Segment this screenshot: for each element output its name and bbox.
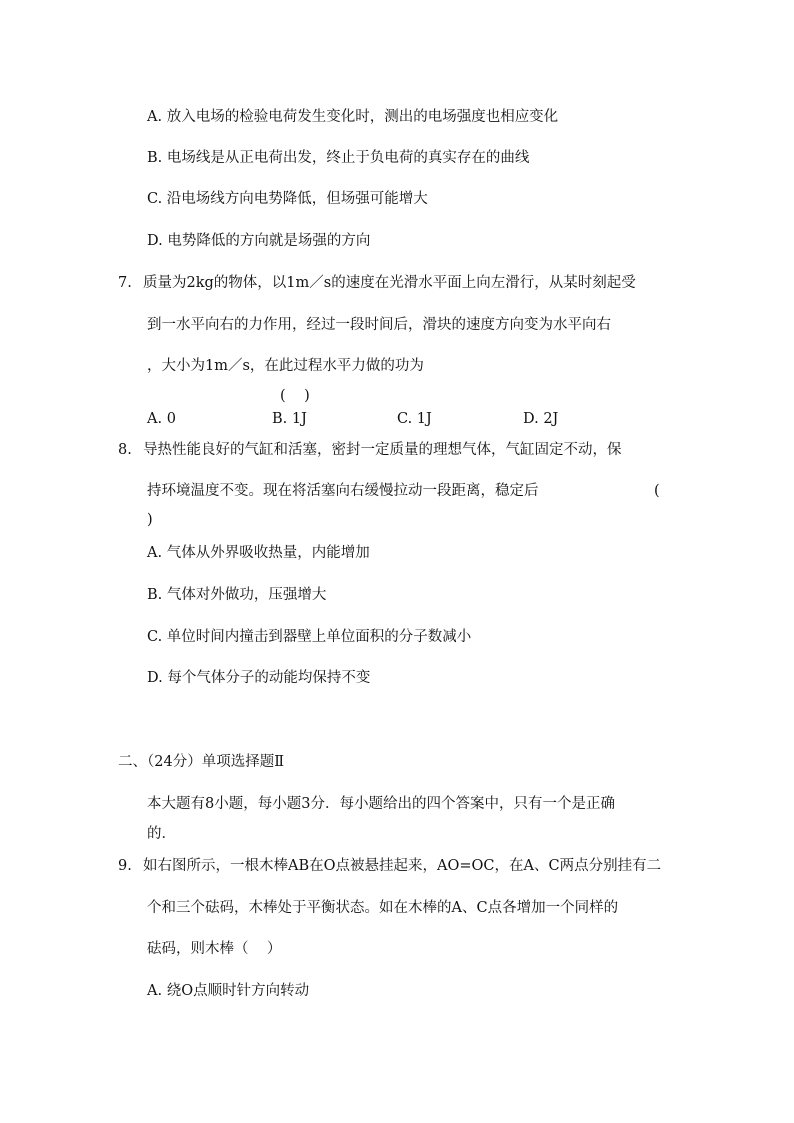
q6-option-d: D. 电势降低的方向就是场强的方向 bbox=[147, 233, 371, 249]
q7-stem-line-2: 到一水平向右的力作用，经过一段时间后，滑块的速度方向变为水平向右 bbox=[147, 317, 611, 333]
q7-option-d: D. 2J bbox=[523, 411, 559, 427]
q8-option-d: D. 每个气体分子的动能均保持不变 bbox=[147, 670, 371, 686]
q7-option-a: A. 0 bbox=[147, 411, 176, 427]
q9-option-a: A. 绕O点顺时针方向转动 bbox=[147, 983, 310, 999]
q7-option-c: C. 1J bbox=[397, 411, 432, 427]
q9-stem-line-1: 如右图所示，一根木棒AB在O点被悬挂起来，AO=OC，在A、C两点分别挂有二 bbox=[143, 858, 662, 874]
q7-number: 7. bbox=[118, 275, 132, 291]
q6-option-c: C. 沿电场线方向电势降低，但场强可能增大 bbox=[147, 191, 428, 207]
section-2-intro-line-1: 本大题有8小题，每小题3分．每小题给出的四个答案中，只有一个是正确 bbox=[147, 796, 615, 812]
q6-option-a: A. 放入电场的检验电荷发生变化时，测出的电场强度也相应变化 bbox=[147, 109, 559, 125]
q8-bracket-close: ) bbox=[147, 512, 153, 528]
section-2-heading: 二、（24分）单项选择题Ⅱ bbox=[118, 754, 285, 770]
section-2-intro-line-2: 的． bbox=[147, 826, 176, 842]
q7-stem-line-3: ，大小为1m／s，在此过程水平力做的功为 bbox=[147, 358, 424, 374]
q8-number: 8. bbox=[118, 442, 132, 458]
q8-bracket-open: ( bbox=[654, 483, 660, 499]
q7-answer-bracket: ( ) bbox=[280, 388, 310, 404]
q9-stem-line-3: 砝码，则木棒（ ） bbox=[147, 941, 282, 957]
q8-stem-line-2: 持环境温度不变。现在将活塞向右缓慢拉动一段距离，稳定后 bbox=[147, 483, 539, 499]
q7-option-b: B. 1J bbox=[272, 411, 307, 427]
q9-number: 9. bbox=[118, 858, 132, 874]
q9-stem-line-2: 个和三个砝码，木棒处于平衡状态。如在木棒的A、C点各增加一个同样的 bbox=[147, 900, 619, 916]
q8-stem-line-1: 导热性能良好的气缸和活塞，密封一定质量的理想气体，气缸固定不动，保 bbox=[143, 442, 622, 458]
q8-option-b: B. 气体对外做功，压强增大 bbox=[147, 587, 327, 603]
q7-stem-line-1: 质量为2kg的物体，以1m／s的速度在光滑水平面上向左滑行，从某时刻起受 bbox=[143, 275, 636, 291]
q6-option-b: B. 电场线是从正电荷出发，终止于负电荷的真实存在的曲线 bbox=[147, 150, 530, 166]
q8-option-c: C. 单位时间内撞击到器壁上单位面积的分子数减小 bbox=[147, 629, 472, 645]
q8-option-a: A. 气体从外界吸收热量，内能增加 bbox=[147, 545, 370, 561]
